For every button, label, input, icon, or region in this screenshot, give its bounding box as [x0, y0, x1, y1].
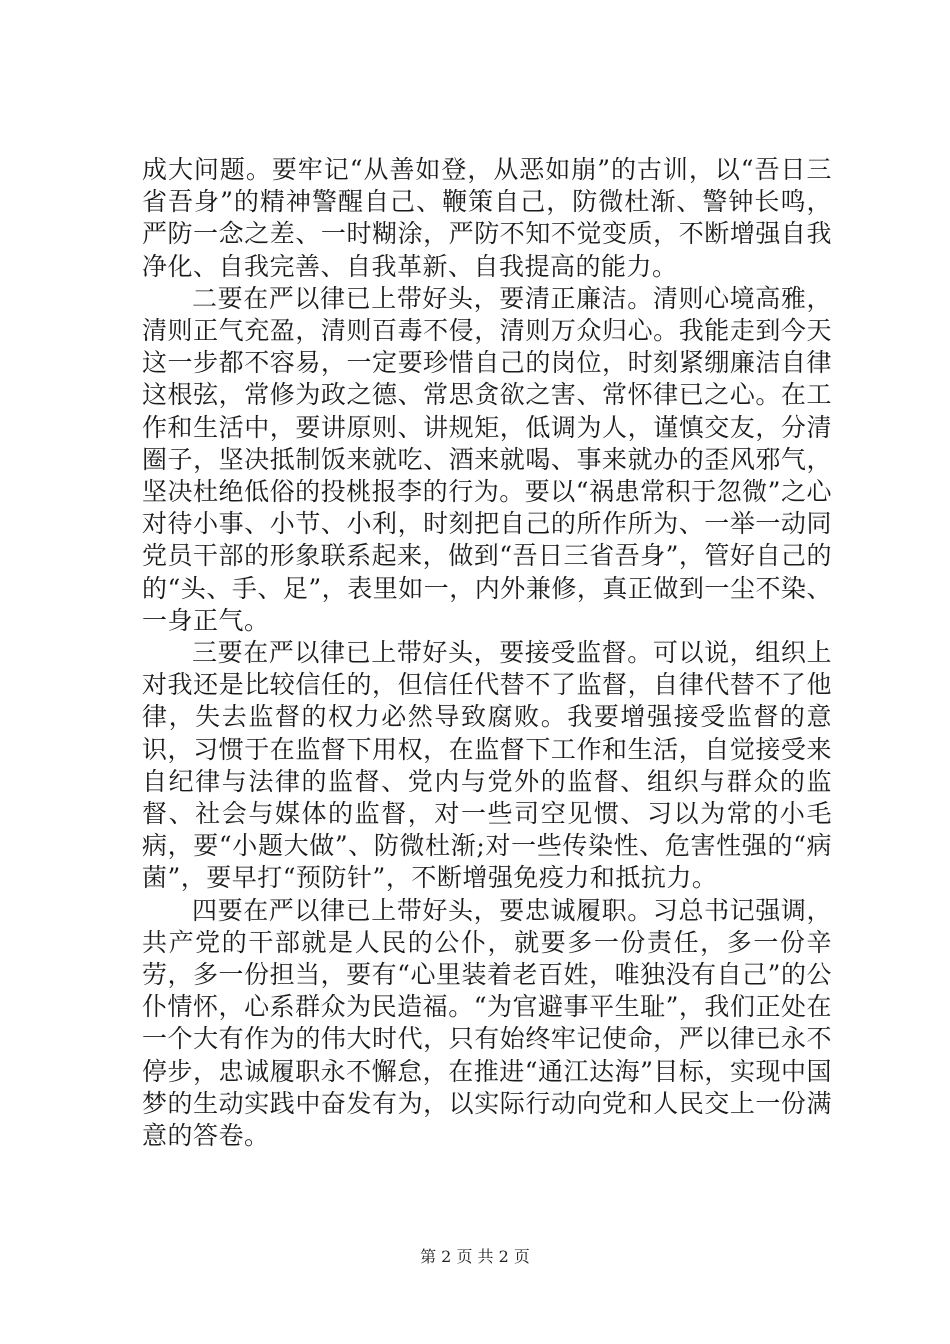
document-body	[142, 154, 832, 1152]
paragraph-continuation: 成大问题。要牢记“从善如登，从恶如崩”的古训，以“吾日三省吾身”的精神警醒自己、鞭策自己，防微杜渐、警钟长鸣，严防一念之差、一时糊涂，严防不知不觉变质，不断增强自我净化、自我完善、自我革新、自我提高的能力。	[142, 155, 832, 281]
paragraph-three: 三要在严以律已上带好头，要接受监督。可以说，组织上对我还是比较信任的，但信任代替不了监督，自律代替不了他律，失去监督的权力必然导致腐败。我要增强接受监督的意识，习惯于在监督下用权，在监督下工作和生活，自觉接受来自纪律与法律的监督、党内与党外的监督、组织与群众的监督、社会与媒体的监督，对一些司空见惯、习以为常的小毛病，要“小题大做”、防微杜渐;对一些传染性、危害性强的“病菌”，要早打“预防针”，不断增强免疫力和抵抗力。	[142, 638, 832, 893]
paragraph-two: 二要在严以律已上带好头，要清正廉洁。清则心境高雅，清则正气充盈，清则百毒不侵，清则万众归心。我能走到今天这一步都不容易，一定要珍惜自己的岗位，时刻紧绷廉洁自律这根弦，常修为政之德、常思贪欲之害、常怀律已之心。在工作和生活中，要讲原则、讲规矩，低调为人，谨慎交友，分清圈子，坚决抵制饭来就吃、酒来就喝、事来就办的歪风邪气，坚决杜绝低俗的投桃报李的行为。要以“祸患常积于忽微”之心对待小事、小节、小利，时刻把自己的所作所为、一举一动同党员干部的形象联系起来，做到“吾日三省吾身”，管好自己的的“头、手、足”，表里如一，内外兼修，真正做到一尘不染、一身正气。	[142, 283, 832, 635]
paragraph-four: 四要在严以律已上带好头，要忠诚履职。习总书记强调，共产党的干部就是人民的公仆，就要多一份责任，多一份辛劳，多一份担当，要有“心里装着老百姓，唯独没有自己”的公仆情怀，心系群众为民造福。“为官避事平生耻”，我们正处在一个大有作为的伟大时代，只有始终牢记使命，严以律已永不停步，忠诚履职永不懈怠，在推进“通江达海”目标，实现中国梦的生动实践中奋发有为，以实际行动向党和人民交上一份满意的答卷。	[142, 895, 832, 1151]
page-number-footer: 第 2 页 共 2 页	[420, 1247, 530, 1266]
